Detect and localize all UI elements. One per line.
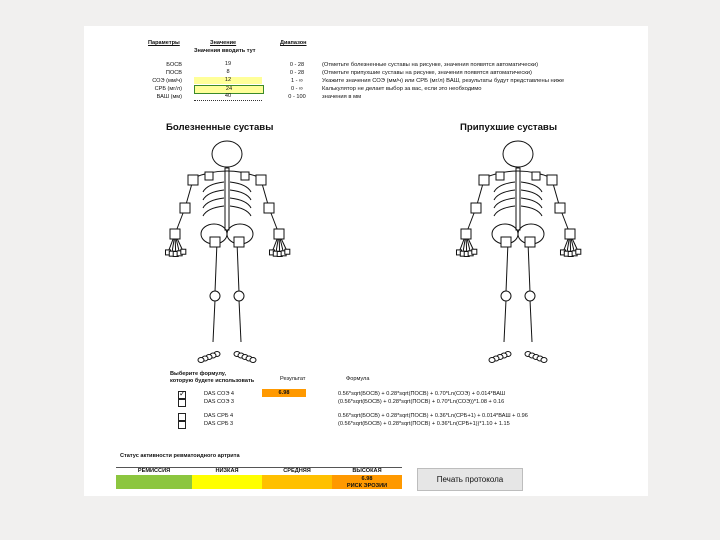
swollen-clavicle bbox=[484, 171, 552, 178]
swollen-toe-joint[interactable] bbox=[541, 358, 547, 363]
param-value-bosv[interactable]: 19 bbox=[224, 61, 232, 67]
input-note: Значения вводить тут bbox=[194, 48, 256, 54]
tender-joint-checkbox[interactable] bbox=[210, 237, 220, 247]
tender-joints-title: Болезненные суставы bbox=[166, 122, 274, 133]
formula-checkbox-das-soe-3[interactable] bbox=[178, 399, 186, 407]
swollen-spine bbox=[516, 168, 520, 230]
tender-femur bbox=[237, 242, 239, 292]
tender-joint-checkbox[interactable] bbox=[170, 229, 180, 239]
swollen-joint-checkbox[interactable] bbox=[547, 175, 557, 185]
param-range-soe: 1 - ∞ bbox=[290, 78, 304, 84]
note-posv: (Отметьте припухшие суставы на рисунке, значения появятся автоматически) bbox=[322, 70, 532, 76]
param-name-bosv: БОСВ bbox=[166, 62, 182, 68]
formula-das-srb-3: (0.56*sqrt(БОСВ) + 0.28*sqrt(ПОСВ) + 0.36*Ln(СРБ+1))*1.10 + 1.15 bbox=[338, 421, 510, 427]
note-vash: значения в мм bbox=[322, 94, 362, 100]
tender-toe-joint[interactable] bbox=[250, 358, 256, 363]
activity-color-low bbox=[192, 475, 262, 489]
activity-label-low: НИЗКАЯ bbox=[192, 467, 262, 476]
tender-skull bbox=[212, 141, 242, 167]
swollen-joint-checkbox[interactable] bbox=[525, 237, 535, 247]
result-das-soe-4: 6.98 bbox=[262, 389, 306, 397]
formula-name-das-soe-4: DAS СОЭ 4 bbox=[204, 391, 235, 397]
tender-knee-joint[interactable] bbox=[210, 291, 220, 301]
swollen-joint-checkbox[interactable] bbox=[555, 203, 565, 213]
swollen-joint-checkbox[interactable] bbox=[461, 229, 471, 239]
tender-spine bbox=[225, 168, 229, 230]
tender-rib bbox=[203, 206, 224, 216]
param-name-posv: ПОСВ bbox=[165, 70, 182, 76]
param-value-posv[interactable]: 8 bbox=[226, 69, 230, 75]
param-name-soe: СОЭ (мм/ч) bbox=[152, 78, 182, 84]
tender-joint-checkbox[interactable] bbox=[188, 175, 198, 185]
range-header: Диапазон bbox=[280, 40, 307, 46]
param-range-srb: 0 - ∞ bbox=[290, 86, 304, 92]
swollen-tibia bbox=[504, 300, 506, 342]
activity-label-high: ВЫСОКАЯ bbox=[332, 467, 402, 476]
formula-header: Формула bbox=[346, 376, 370, 382]
swollen-femur bbox=[528, 242, 530, 292]
note-bosv: (Отметьте болезненные суставы на рисунке, значения появятся автоматически) bbox=[322, 62, 539, 68]
swollen-skeleton bbox=[456, 141, 580, 363]
activity-risk-label: РИСК ЭРОЗИИ bbox=[346, 483, 388, 489]
tender-finger-joint[interactable] bbox=[181, 249, 186, 254]
formula-checkbox-das-srb-4[interactable] bbox=[178, 413, 186, 421]
tender-joint-checkbox[interactable] bbox=[274, 229, 284, 239]
swollen-joints-title: Припухшие суставы bbox=[460, 122, 558, 133]
tender-tibia bbox=[213, 300, 215, 342]
formula-name-das-srb-3: DAS СРБ 3 bbox=[204, 421, 234, 427]
param-range-vash: 0 - 100 bbox=[288, 94, 306, 100]
swollen-joint-checkbox[interactable] bbox=[479, 175, 489, 185]
param-name-vash: ВАШ (мм) bbox=[156, 94, 182, 100]
activity-title: Статус активности ревматоидного артрита bbox=[120, 453, 240, 459]
swollen-knee-joint[interactable] bbox=[501, 291, 511, 301]
formula-checkbox-das-srb-3[interactable] bbox=[178, 421, 186, 429]
swollen-rib bbox=[521, 206, 542, 216]
swollen-rib bbox=[494, 206, 515, 216]
params-header: Параметры bbox=[148, 40, 180, 46]
activity-color-remission bbox=[116, 475, 192, 489]
formula-name-das-srb-4: DAS СРБ 4 bbox=[204, 413, 234, 419]
tender-joint-checkbox[interactable] bbox=[234, 237, 244, 247]
swollen-femur bbox=[506, 242, 508, 292]
tender-skeleton bbox=[165, 141, 289, 363]
param-name-srb: СРБ (мг/л) bbox=[154, 86, 182, 92]
swollen-jaw-joint[interactable] bbox=[496, 172, 504, 180]
result-header: Результат bbox=[280, 376, 306, 382]
formula-das-srb-4: 0.56*sqrt(БОСВ) + 0.28*sqrt(ПОСВ) + 0.36*Ln(СРБ+1) + 0.014*ВАШ + 0.96 bbox=[338, 413, 528, 419]
param-range-bosv: 0 - 28 bbox=[289, 62, 305, 68]
formula-checkbox-das-soe-4[interactable] bbox=[178, 391, 186, 399]
note-choice: Калькулятор не делает выбор за вас, если это необходимо bbox=[322, 86, 482, 92]
tender-joint-checkbox[interactable] bbox=[256, 175, 266, 185]
swollen-knee-joint[interactable] bbox=[525, 291, 535, 301]
note-lab: Укажите значения СОЭ (мм/ч) или СРБ (мг/л) ВАШ, результаты будут представлены ниже bbox=[322, 78, 565, 84]
tender-rib bbox=[230, 206, 251, 216]
swollen-finger-joint[interactable] bbox=[576, 249, 581, 254]
activity-score: 6.98 bbox=[361, 476, 373, 482]
formula-prompt-1: Выберите формулу, bbox=[170, 371, 227, 377]
swollen-jaw-joint[interactable] bbox=[532, 172, 540, 180]
formula-prompt-2: которую будете использовать bbox=[170, 378, 255, 384]
tender-tibia bbox=[239, 300, 241, 342]
tender-joint-checkbox[interactable] bbox=[264, 203, 274, 213]
param-range-posv: 0 - 28 bbox=[289, 70, 305, 76]
swollen-joint-checkbox[interactable] bbox=[501, 237, 511, 247]
param-value-soe[interactable]: 12 bbox=[194, 77, 262, 84]
swollen-joint-checkbox[interactable] bbox=[565, 229, 575, 239]
print-protocol-button[interactable]: Печать протокола bbox=[417, 468, 523, 491]
formula-das-soe-3: (0.56*sqrt(БОСВ) + 0.28*sqrt(ПОСВ) + 0.70*Ln(СОЭ))*1.08 + 0.16 bbox=[338, 399, 505, 405]
calculator-sheet bbox=[84, 26, 648, 496]
formula-das-soe-4: 0.56*sqrt(БОСВ) + 0.28*sqrt(ПОСВ) + 0.70*Ln(СОЭ) + 0.014*ВАШ bbox=[338, 391, 506, 397]
formula-name-das-soe-3: DAS СОЭ 3 bbox=[204, 399, 235, 405]
swollen-tibia bbox=[530, 300, 532, 342]
activity-color-moderate bbox=[262, 475, 332, 489]
tender-femur bbox=[215, 242, 217, 292]
tender-toe-joint[interactable] bbox=[198, 358, 204, 363]
swollen-joint-checkbox[interactable] bbox=[471, 203, 481, 213]
value-header: Значение bbox=[210, 40, 237, 46]
swollen-skull bbox=[503, 141, 533, 167]
param-value-vash[interactable]: 40 bbox=[194, 93, 262, 101]
tender-joint-checkbox[interactable] bbox=[180, 203, 190, 213]
tender-jaw-joint[interactable] bbox=[241, 172, 249, 180]
tender-jaw-joint[interactable] bbox=[205, 172, 213, 180]
activity-label-moderate: СРЕДНЯЯ bbox=[262, 467, 332, 476]
tender-finger-joint[interactable] bbox=[285, 249, 290, 254]
activity-label-remission: РЕМИССИЯ bbox=[116, 467, 192, 476]
tender-knee-joint[interactable] bbox=[234, 291, 244, 301]
swollen-toe-joint[interactable] bbox=[489, 358, 495, 363]
tender-clavicle bbox=[193, 171, 261, 178]
param-value-srb[interactable]: 24 bbox=[194, 85, 264, 94]
swollen-finger-joint[interactable] bbox=[472, 249, 477, 254]
